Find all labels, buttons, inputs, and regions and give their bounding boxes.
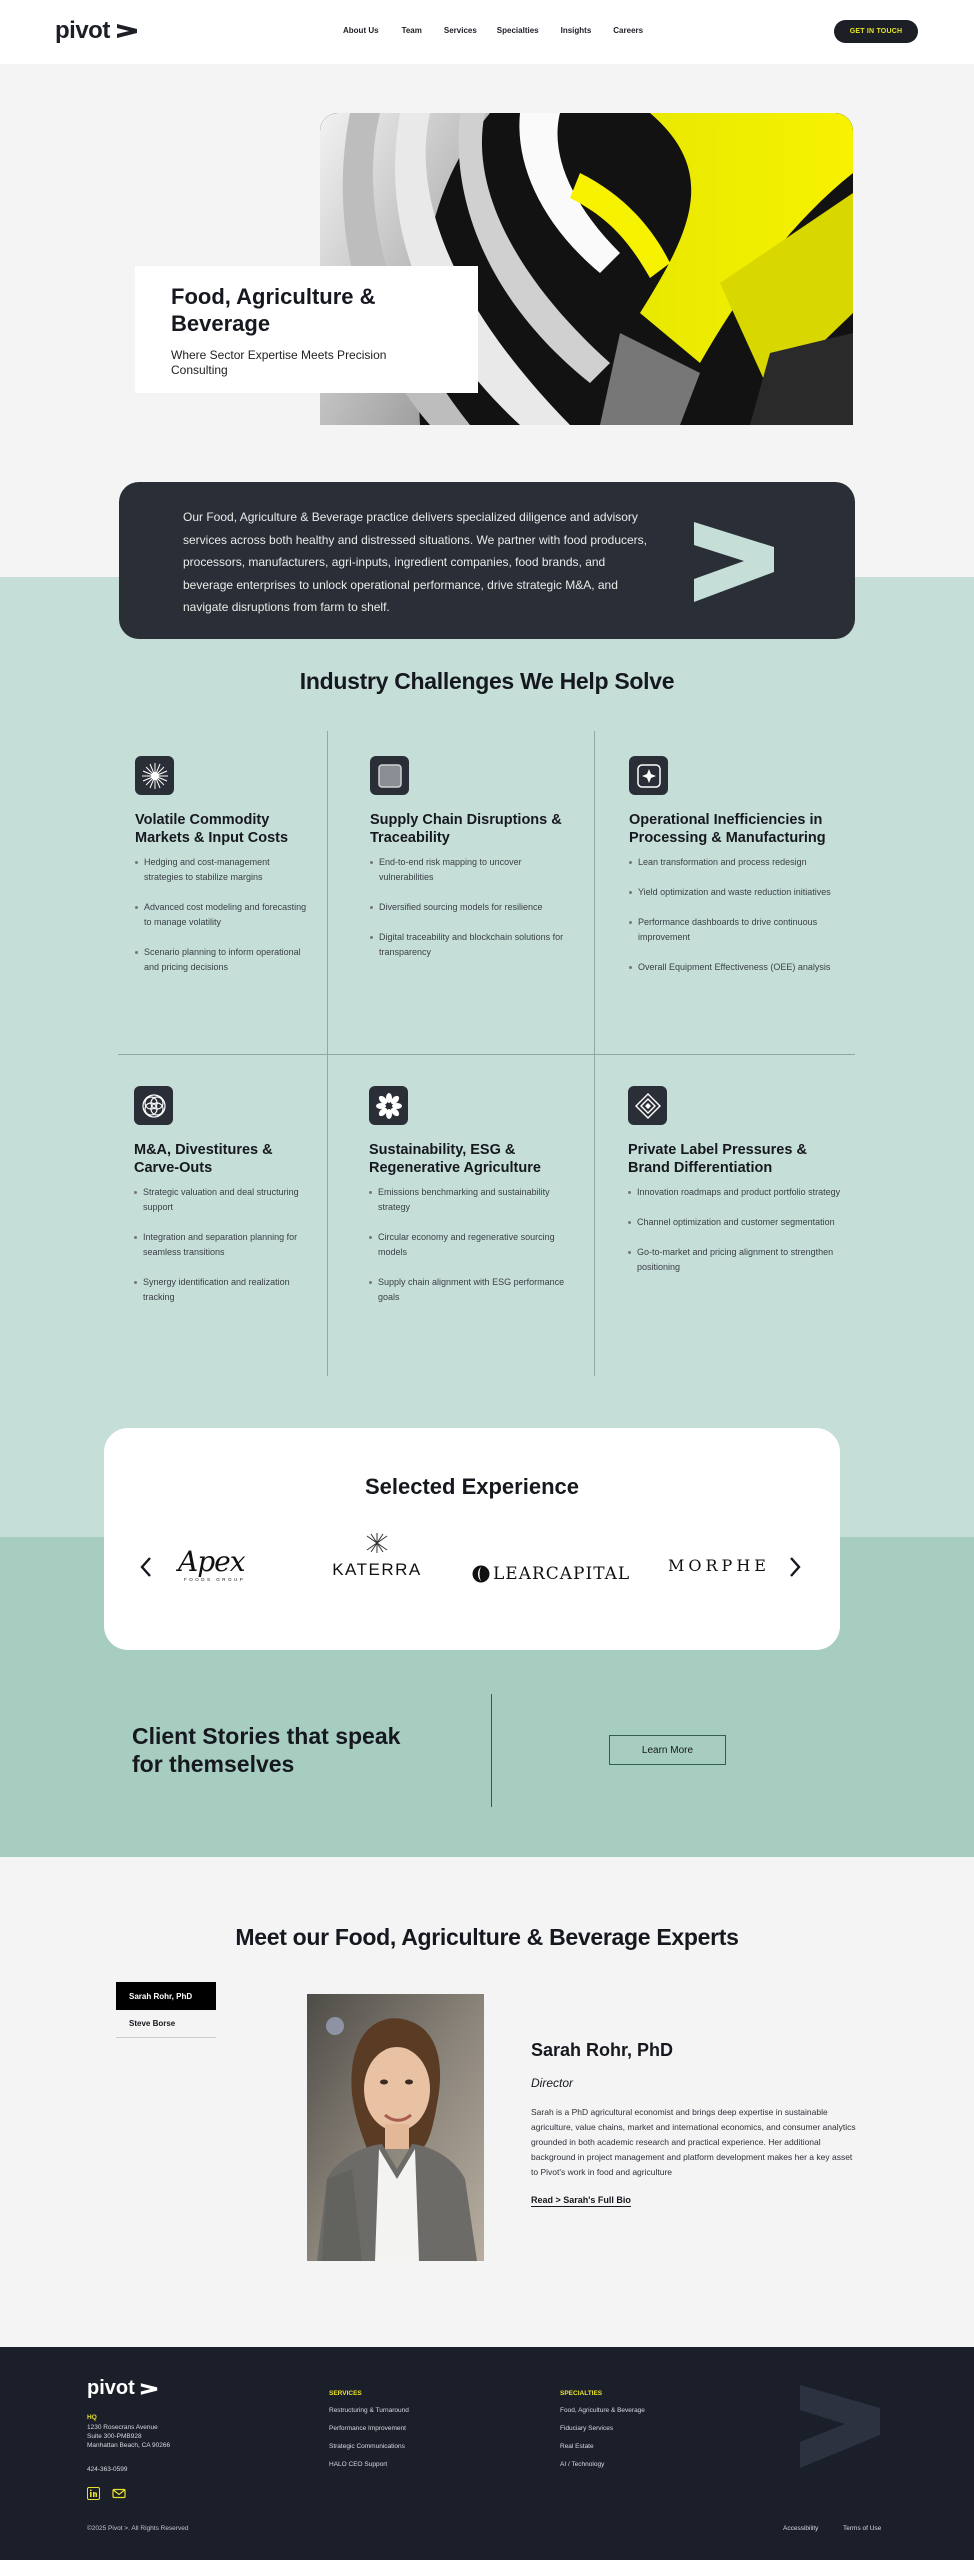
challenge-bullet: Yield optimization and waste reduction initiatives — [629, 885, 844, 900]
footer-link-performance[interactable]: Performance Improvement — [329, 2425, 406, 2432]
challenge-bullet: End-to-end risk mapping to uncover vulnerabilities — [370, 855, 570, 885]
challenge-bullet: Integration and separation planning for seamless transitions — [134, 1230, 309, 1260]
site-footer — [0, 2347, 974, 2560]
challenge-bullet: Digital traceability and blockchain solutions for transparency — [370, 930, 570, 960]
katerra-mark-icon — [363, 1532, 391, 1554]
experience-heading: Selected Experience — [364, 1474, 579, 1499]
hq-label: HQ — [87, 2414, 97, 2421]
experts-heading: Meet our Food, Agriculture & Beverage Experts — [235, 1924, 739, 1950]
expert-bio: Sarah is a PhD agricultural economist and brings deep expertise in sustainable agriculture, value chains, market and international economics, and consumer analytics grounded in both academic research and practical experience. Her additional background in project management and platform development makes her a key asset to Pivot's work in food and agriculture — [531, 2107, 856, 2177]
site-header — [0, 0, 974, 64]
accessibility-link[interactable]: Accessibility — [783, 2525, 819, 2532]
challenge-bullet: Go-to-market and pricing alignment to strengthen positioning — [628, 1245, 843, 1275]
brand-logo-morphe: MORPHE — [668, 1556, 770, 1575]
logo-chevron-icon — [140, 2382, 158, 2396]
stories-divider — [491, 1694, 492, 1807]
expert-portrait — [307, 1994, 484, 2261]
flower-icon — [369, 1086, 408, 1125]
square-icon — [370, 756, 409, 795]
challenge-bullet: Hedging and cost-management strategies to stabilize margins — [135, 855, 310, 885]
challenge-bullet: Advanced cost modeling and forecasting to manage volatility — [135, 900, 310, 930]
nav-services[interactable]: Services — [443, 26, 477, 35]
footer-link-communications[interactable]: Strategic Communications — [329, 2443, 405, 2450]
expert-tab-sarah-rohr[interactable]: Sarah Rohr, PhD — [116, 1982, 216, 2010]
page-subtitle: Where Sector Expertise Meets Precision Consulting — [171, 347, 387, 378]
footer-link-ai[interactable]: AI / Technology — [560, 2461, 605, 2468]
specialties-heading: SPECIALTIES — [560, 2390, 603, 2397]
challenge-title: Operational Inefficiencies in Processing & Manufacturing — [629, 812, 826, 847]
footer-link-fiduciary[interactable]: Fiduciary Services — [560, 2425, 614, 2432]
challenge-bullet: Lean transformation and process redesign — [629, 855, 844, 870]
address-line: Suite 300-PMB928 — [87, 2433, 142, 2440]
learn-more-button[interactable]: Learn More — [609, 1735, 726, 1765]
diamond-icon — [628, 1086, 667, 1125]
challenge-bullet: Strategic valuation and deal structuring support — [134, 1185, 309, 1215]
nav-careers[interactable]: Careers — [613, 26, 644, 35]
footer-link-food[interactable]: Food, Agriculture & Beverage — [560, 2407, 645, 2414]
nav-team[interactable]: Team — [401, 26, 422, 35]
intro-card — [119, 482, 855, 639]
copyright: ©2025 Pivot >. All Rights Reserved — [87, 2525, 189, 2532]
learcapital-mark-icon — [472, 1565, 490, 1583]
hero-title-card — [135, 266, 478, 393]
challenge-card — [135, 756, 310, 990]
challenge-bullet: Emissions benchmarking and sustainability strategy — [369, 1185, 569, 1215]
footer-link-restructuring[interactable]: Restructuring & Turnaround — [329, 2407, 409, 2414]
logo-chevron-icon — [116, 23, 138, 39]
challenge-bullet: Overall Equipment Effectiveness (OEE) analysis — [629, 960, 844, 975]
intro-text: Our Food, Agriculture & Beverage practice delivers specialized diligence and advisory services across both healthy and distressed situations. We partner with food producers, processors, manufacturers, agri-inputs, ingredient companies, food brands, and beverage enterprises to unlock operational performance, drive strategic M&A, and navigate disruptions from farm to shelf. — [183, 510, 648, 614]
challenge-bullet: Channel optimization and customer segmentation — [628, 1215, 843, 1230]
client-stories-heading: Client Stories that speak for themselves — [132, 1723, 401, 1778]
challenge-title: Private Label Pressures & Brand Differentiation — [628, 1142, 807, 1177]
selected-experience-card — [104, 1428, 840, 1650]
brand-logo-katerra: KATERRA — [332, 1532, 422, 1580]
challenge-bullet: Supply chain alignment with ESG performance goals — [369, 1275, 569, 1305]
pivot-chevron-mark-icon — [689, 517, 779, 607]
challenge-card — [134, 1086, 309, 1320]
challenge-bullet: Synergy identification and realization tracking — [134, 1275, 309, 1305]
nav-insights[interactable]: Insights — [560, 26, 592, 35]
challenge-bullet: Innovation roadmaps and product portfolio strategy — [628, 1185, 843, 1200]
challenge-card — [629, 756, 844, 990]
brand-logo-apex: Apex FOODS GROUP — [178, 1545, 246, 1582]
carousel-prev-button[interactable] — [139, 1556, 153, 1584]
mail-icon[interactable] — [112, 2487, 125, 2500]
footer-logo[interactable] — [87, 2377, 158, 2400]
page-title: Food, Agriculture & Beverage — [171, 284, 376, 336]
challenge-bullet: Diversified sourcing models for resilience — [370, 900, 570, 915]
challenge-card — [369, 1086, 569, 1320]
brand-logo-learcapital: LEARCAPITAL — [472, 1564, 630, 1584]
footer-logo-text: pivot — [87, 2377, 135, 2399]
terms-link[interactable]: Terms of Use — [843, 2525, 882, 2532]
main-nav — [343, 26, 643, 35]
carousel-next-button[interactable] — [788, 1556, 802, 1584]
challenge-card — [628, 1086, 843, 1290]
phone-link[interactable]: 424-363-0599 — [87, 2466, 128, 2473]
grid-divider — [118, 1054, 855, 1055]
pivot-logo[interactable] — [55, 17, 138, 45]
footer-link-real-estate[interactable]: Real Estate — [560, 2443, 594, 2450]
challenge-title: Volatile Commodity Markets & Input Costs — [135, 812, 289, 847]
full-bio-link[interactable]: Read > Sarah's Full Bio — [531, 2195, 631, 2205]
sparkle-icon — [629, 756, 668, 795]
interlocking-circles-icon — [134, 1086, 173, 1125]
nav-specialties[interactable]: Specialties — [496, 26, 539, 35]
challenge-bullet: Performance dashboards to drive continuous improvement — [629, 915, 844, 945]
nav-about-us[interactable]: About Us — [343, 26, 379, 35]
challenges-heading: Industry Challenges We Help Solve — [299, 668, 675, 694]
starburst-icon — [135, 756, 174, 795]
expert-role: Director — [531, 2076, 574, 2090]
services-heading: SERVICES — [329, 2390, 362, 2397]
challenge-title: Supply Chain Disruptions & Traceability — [370, 812, 562, 847]
challenge-title: Sustainability, ESG & Regenerative Agriculture — [369, 1142, 541, 1177]
challenge-bullet: Circular economy and regenerative sourcing models — [369, 1230, 569, 1260]
challenge-bullet: Scenario planning to inform operational and pricing decisions — [135, 945, 310, 975]
challenges-section-bg — [0, 577, 974, 1537]
challenge-card — [370, 756, 570, 975]
logo-text: pivot — [55, 17, 110, 44]
address-line: 1230 Rosecrans Avenue — [87, 2424, 158, 2431]
address-line: Manhattan Beach, CA 90266 — [87, 2442, 171, 2449]
pivot-chevron-watermark-icon — [795, 2380, 885, 2470]
get-in-touch-button[interactable]: GET IN TOUCH — [834, 20, 918, 43]
linkedin-icon[interactable] — [87, 2487, 100, 2500]
expert-tab-steve-borse[interactable]: Steve Borse — [116, 2010, 216, 2038]
address — [87, 2423, 170, 2450]
expert-name: Sarah Rohr, PhD — [531, 2040, 674, 2060]
chevron-right-icon — [788, 1556, 802, 1578]
chevron-left-icon — [139, 1556, 153, 1578]
footer-link-halo[interactable]: HALO CEO Support — [329, 2461, 388, 2468]
challenge-title: M&A, Divestitures & Carve-Outs — [134, 1142, 273, 1177]
